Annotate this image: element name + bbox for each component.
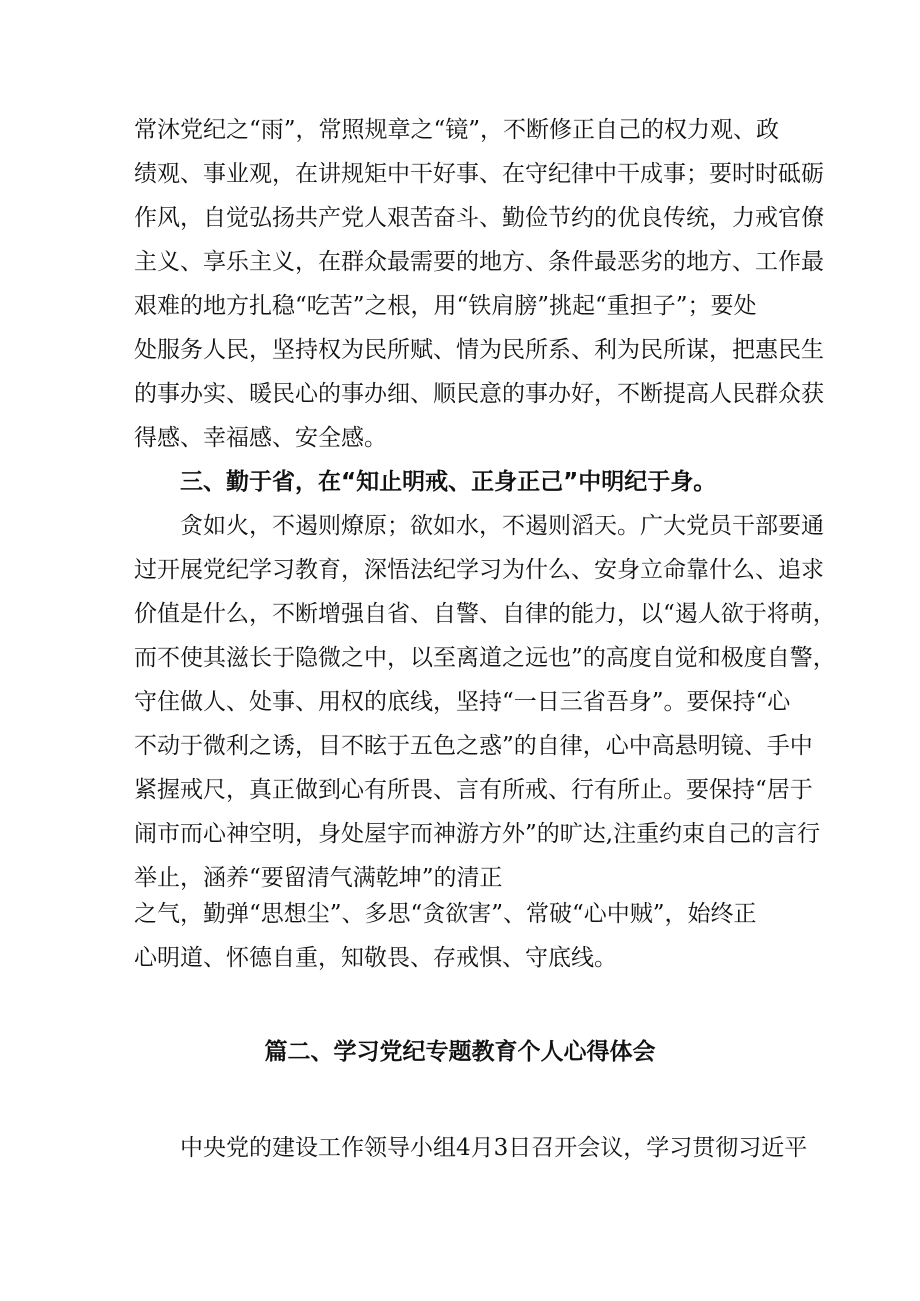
text-line: 过开展党纪学习教育，深悟法纪学习为什么、安身立命靠什么、追求	[134, 557, 824, 583]
text-line: 心明道、怀德自重，知敬畏、存戒惧、守底线。	[134, 945, 617, 971]
text-line: 得感、幸福感、安全感。	[134, 425, 387, 451]
text-line: 主义、享乐主义，在群众最需要的地方、条件最恶劣的地方、工作最	[134, 249, 824, 275]
section-title: 篇二、学习党纪专题教育个人心得体会	[264, 1039, 656, 1065]
text-line: 之气，勤弹“思想尘”、多思“贪欲害”、常破“心中贼”，始终正	[134, 901, 757, 927]
text-line: 而不使其滋长于隐微之中，以至离道之远也”的高度自觉和极度自警，	[134, 645, 836, 671]
text-line: 闹市而心神空明，身处屋宇而神游方外”的旷达,注重约束自己的言行	[134, 821, 821, 847]
text-line: 中央党的建设工作领导小组4月3日召开会议，学习贯彻习近平	[180, 1135, 808, 1161]
text-line: 守住做人、处事、用权的底线，坚持“一日三省吾身”。要保持“心	[134, 689, 791, 715]
text-line: 的事办实、暖民心的事办细、顺民意的事办好，不断提高人民群众获	[134, 381, 824, 407]
text-line: 常沐党纪之“雨”，常照规章之“镜”，不断修正自己的权力观、政	[134, 117, 780, 143]
text-line: 紧握戒尺，真正做到心有所畏、言有所戒、行有所止。要保持“居于	[134, 777, 813, 803]
text-line: 价值是什么，不断增强自省、自警、自律的能力，以“遏人欲于将萌，	[134, 601, 836, 627]
text-line: 艰难的地方扎稳“吃苦”之根，用“铁肩膀”挑起“重担子”；要处	[134, 293, 757, 319]
subheading: 三、勤于省，在“知止明戒、正身正己”中明纪于身。	[180, 469, 717, 495]
text-line: 举止，涵养“要留清气满乾坤”的清正	[134, 865, 503, 891]
text-line: 处服务人民，坚持权为民所赋、情为民所系、利为民所谋，把惠民生	[134, 337, 824, 363]
text-line: 贪如火，不遏则燎原；欲如水，不遏则滔天。广大党员干部要通	[180, 513, 824, 539]
text-line: 不动于微利之诱，目不眩于五色之惑”的自律，心中高悬明镜、手中	[134, 733, 813, 759]
text-line: 作风，自觉弘扬共产党人艰苦奋斗、勤俭节约的优良传统，力戒官僚	[134, 205, 824, 231]
text-line: 绩观、事业观，在讲规矩中干好事、在守纪律中干成事；要时时砥砺	[134, 161, 824, 187]
